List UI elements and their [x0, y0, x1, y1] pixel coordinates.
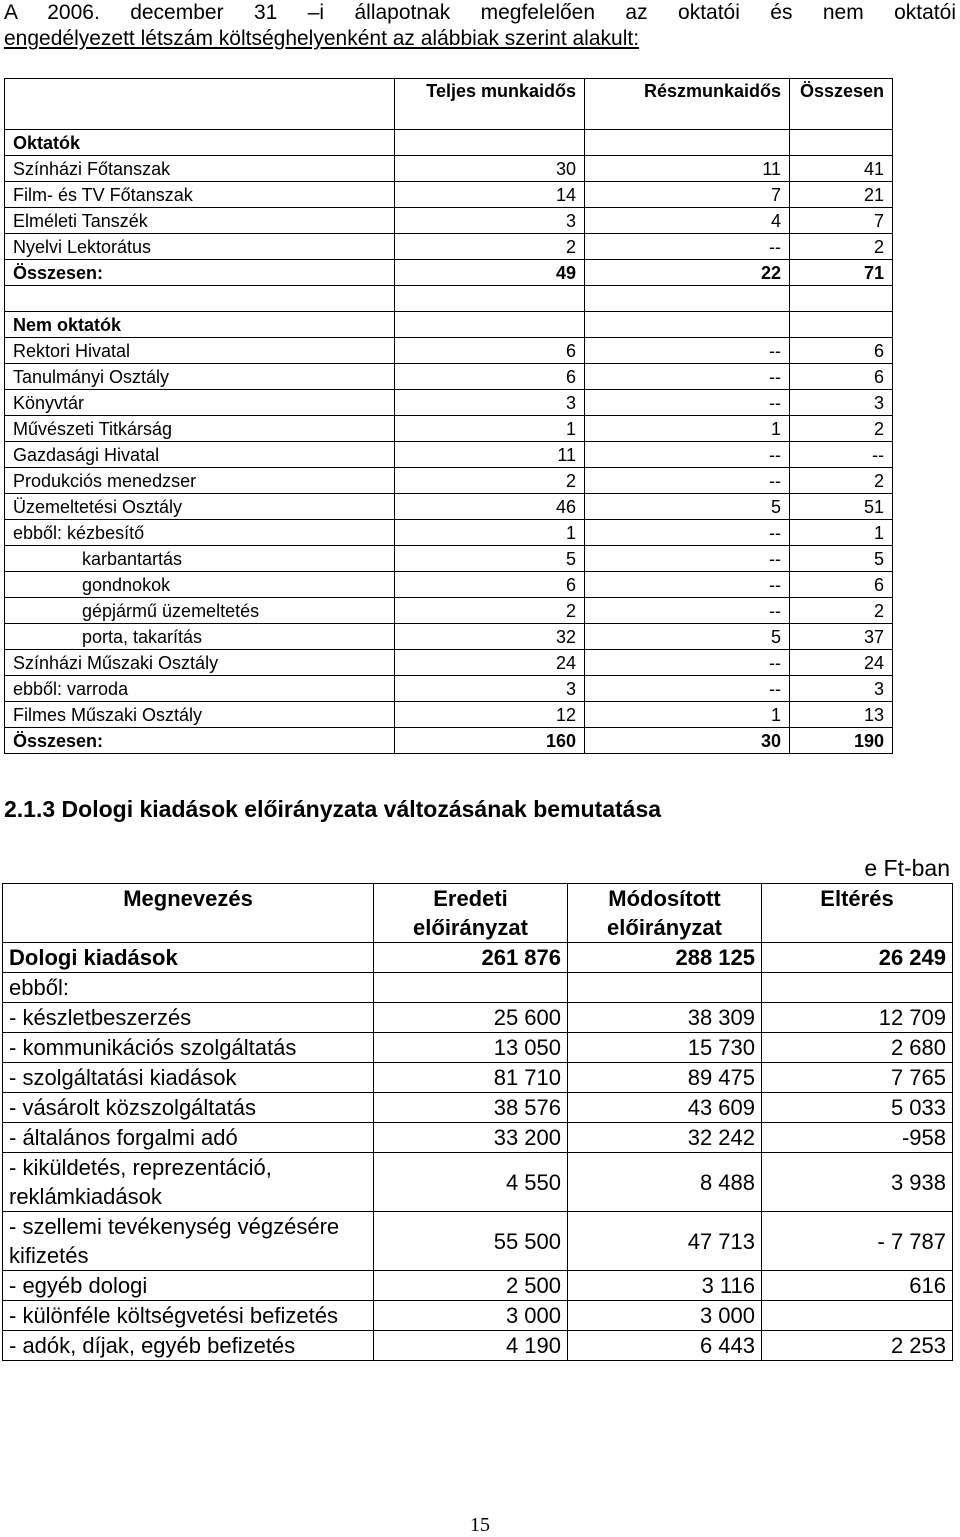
table-cell: 38 576 [374, 1093, 568, 1123]
table-cell: 160 [395, 728, 585, 754]
table-cell: - készletbeszerzés [3, 1003, 374, 1033]
table-cell: 21 [790, 182, 893, 208]
table-cell: 5 [790, 546, 893, 572]
table-cell: 32 242 [568, 1123, 762, 1153]
table-cell [585, 130, 790, 156]
table-cell: 616 [762, 1271, 953, 1301]
table-cell: 1 [790, 520, 893, 546]
table-cell [5, 286, 395, 312]
table-cell: 24 [395, 650, 585, 676]
table-cell: 13 [790, 702, 893, 728]
table-cell: 2 500 [374, 1271, 568, 1301]
table-cell: 1 [395, 520, 585, 546]
table-cell: 261 876 [374, 943, 568, 973]
table-cell: 4 190 [374, 1331, 568, 1361]
table-cell: -- [790, 442, 893, 468]
table-row [5, 182, 893, 208]
table-cell: 3 938 [762, 1153, 953, 1212]
table-cell: ebből: kézbesítő [5, 520, 395, 546]
table-row [5, 260, 893, 286]
table-cell [790, 312, 893, 338]
table-cell: Összesen: [5, 728, 395, 754]
table-cell: 1 [395, 416, 585, 442]
table-cell: -- [585, 572, 790, 598]
table-cell: 3 [395, 676, 585, 702]
table-cell: Színházi Főtanszak [5, 156, 395, 182]
table-cell: ebből: [3, 973, 374, 1003]
table-cell: -- [585, 650, 790, 676]
table-row [5, 286, 893, 312]
expense-table [2, 883, 953, 1361]
table-cell: 2 [395, 468, 585, 494]
table-cell: 30 [395, 156, 585, 182]
table-cell: 3 116 [568, 1271, 762, 1301]
table-cell [395, 312, 585, 338]
table-cell: -958 [762, 1123, 953, 1153]
table-cell: gondnokok [5, 572, 395, 598]
table-cell: 2 [790, 416, 893, 442]
table-cell: Nem oktatók [5, 312, 395, 338]
table-cell: -- [585, 390, 790, 416]
table-row [3, 1331, 953, 1361]
table-cell [762, 1301, 953, 1331]
table-row [3, 1063, 953, 1093]
table-row [5, 338, 893, 364]
table-cell: - vásárolt közszolgáltatás [3, 1093, 374, 1123]
table-cell: 11 [395, 442, 585, 468]
table-cell: 12 709 [762, 1003, 953, 1033]
table-cell: 14 [395, 182, 585, 208]
table-cell [395, 130, 585, 156]
table-cell [568, 973, 762, 1003]
table-cell: Dologi kiadások [3, 943, 374, 973]
table-row [5, 208, 893, 234]
table-row [5, 442, 893, 468]
table-row [5, 156, 893, 182]
intro-line-2: engedélyezett létszám költséghelyenként az alábbiak szerint alakult: [4, 27, 640, 50]
table-row [5, 676, 893, 702]
table-cell: 288 125 [568, 943, 762, 973]
page-number: 15 [470, 1514, 490, 1536]
table-cell: 2 [395, 598, 585, 624]
table-cell: 13 050 [374, 1033, 568, 1063]
table-cell: -- [585, 364, 790, 390]
table-cell: 11 [585, 156, 790, 182]
table-cell: Összesen: [5, 260, 395, 286]
table-cell: 3 [790, 390, 893, 416]
table-cell: - adók, díjak, egyéb befizetés [3, 1331, 374, 1361]
table-cell: -- [585, 676, 790, 702]
table-cell: karbantartás [5, 546, 395, 572]
table-cell: -- [585, 598, 790, 624]
table-cell [374, 973, 568, 1003]
table-row [3, 1212, 953, 1271]
table-row [5, 364, 893, 390]
table-cell: 3 000 [374, 1301, 568, 1331]
table-cell: 6 [790, 364, 893, 390]
table-cell: Könyvtár [5, 390, 395, 416]
column-header: Összesen [790, 79, 893, 130]
table-cell: 2 [395, 234, 585, 260]
table-row [5, 650, 893, 676]
table-row [5, 572, 893, 598]
table-row [5, 234, 893, 260]
table-row [5, 624, 893, 650]
table-cell: 30 [585, 728, 790, 754]
column-header: Módosított előirányzat [568, 884, 762, 943]
table-cell: - 7 787 [762, 1212, 953, 1271]
table-cell: - egyéb dologi [3, 1271, 374, 1301]
table-header-row [3, 884, 953, 943]
table-cell: 25 600 [374, 1003, 568, 1033]
table-cell [790, 130, 893, 156]
table-cell: 3 [790, 676, 893, 702]
table-row [5, 468, 893, 494]
column-header: Megnevezés [3, 884, 374, 943]
table-cell: 190 [790, 728, 893, 754]
table-cell: -- [585, 546, 790, 572]
table-cell: 8 488 [568, 1153, 762, 1212]
unit-label: e Ft-ban [864, 855, 950, 881]
table-row [5, 702, 893, 728]
table-row [3, 973, 953, 1003]
table-cell: - kiküldetés, reprezentáció, reklámkiadások [3, 1153, 374, 1212]
table-cell: 5 033 [762, 1093, 953, 1123]
table-cell: Tanulmányi Osztály [5, 364, 395, 390]
table-cell: 37 [790, 624, 893, 650]
table-cell: 2 [790, 468, 893, 494]
table-header-row [5, 79, 893, 130]
table-cell: 6 443 [568, 1331, 762, 1361]
table-cell: 7 [790, 208, 893, 234]
table-cell: -- [585, 468, 790, 494]
table-cell: Elméleti Tanszék [5, 208, 395, 234]
table-cell: Gazdasági Hivatal [5, 442, 395, 468]
table-cell: 43 609 [568, 1093, 762, 1123]
table-cell: 38 309 [568, 1003, 762, 1033]
table-cell: 24 [790, 650, 893, 676]
table-cell: Produkciós menedzser [5, 468, 395, 494]
table-cell: 55 500 [374, 1212, 568, 1271]
table-cell: 6 [395, 364, 585, 390]
table-cell: - szolgáltatási kiadások [3, 1063, 374, 1093]
table-cell [585, 286, 790, 312]
table-cell: 6 [790, 572, 893, 598]
column-header: Eredeti előirányzat [374, 884, 568, 943]
table-cell: 4 550 [374, 1153, 568, 1212]
table-cell: 22 [585, 260, 790, 286]
table-row [5, 494, 893, 520]
table-cell: 15 730 [568, 1033, 762, 1063]
table-cell: 49 [395, 260, 585, 286]
table-cell: porta, takarítás [5, 624, 395, 650]
table-row [5, 312, 893, 338]
table-row [3, 1123, 953, 1153]
table-cell: 51 [790, 494, 893, 520]
table-cell: 41 [790, 156, 893, 182]
table-row [3, 1271, 953, 1301]
table-cell [790, 286, 893, 312]
table-cell: - szellemi tevékenység végzésére kifizetés [3, 1212, 374, 1271]
table-cell: 71 [790, 260, 893, 286]
table-cell [585, 312, 790, 338]
intro-line-1: A 2006. december 31 –i állapotnak megfelelően az oktatói és nem oktatói [4, 1, 956, 24]
table-row [5, 130, 893, 156]
table-cell: 1 [585, 416, 790, 442]
table-cell [762, 973, 953, 1003]
table-cell: - különféle költségvetési befizetés [3, 1301, 374, 1331]
table-cell: 6 [395, 572, 585, 598]
table-cell: 6 [395, 338, 585, 364]
table-cell: 2 680 [762, 1033, 953, 1063]
table-cell: Film- és TV Főtanszak [5, 182, 395, 208]
table-row [3, 1003, 953, 1033]
table-row [5, 390, 893, 416]
table-cell: 26 249 [762, 943, 953, 973]
table-cell: 5 [585, 494, 790, 520]
table-cell: - kommunikációs szolgáltatás [3, 1033, 374, 1063]
table-cell: Filmes Műszaki Osztály [5, 702, 395, 728]
table-cell: 5 [585, 624, 790, 650]
staff-count-table [4, 78, 893, 754]
table-cell: 5 [395, 546, 585, 572]
table-cell: ebből: varroda [5, 676, 395, 702]
column-header: Teljes munkaidős [395, 79, 585, 130]
section-heading: 2.1.3 Dologi kiadások előirányzata változásának bemutatása [4, 796, 662, 822]
table-row [5, 416, 893, 442]
table-cell: -- [585, 520, 790, 546]
table-cell: 32 [395, 624, 585, 650]
table-cell: 3 000 [568, 1301, 762, 1331]
table-row [3, 1093, 953, 1123]
table-cell: 1 [585, 702, 790, 728]
table-cell: Rektori Hivatal [5, 338, 395, 364]
table-cell: 47 713 [568, 1212, 762, 1271]
table-cell: Színházi Műszaki Osztály [5, 650, 395, 676]
table-cell: 81 710 [374, 1063, 568, 1093]
table-cell: 7 [585, 182, 790, 208]
table-cell: 2 [790, 234, 893, 260]
table-row [5, 520, 893, 546]
table-cell: -- [585, 442, 790, 468]
table-row [3, 1033, 953, 1063]
table-cell: Oktatók [5, 130, 395, 156]
table-cell: Üzemeltetési Osztály [5, 494, 395, 520]
table-cell: 2 253 [762, 1331, 953, 1361]
table-row [3, 1153, 953, 1212]
table-row [3, 1301, 953, 1331]
table-cell: 12 [395, 702, 585, 728]
table-cell: 3 [395, 390, 585, 416]
table-cell: 89 475 [568, 1063, 762, 1093]
table-row [3, 943, 953, 973]
table-cell: 4 [585, 208, 790, 234]
table-cell: 6 [790, 338, 893, 364]
table-cell: gépjármű üzemeltetés [5, 598, 395, 624]
table-cell: 46 [395, 494, 585, 520]
table-cell: Művészeti Titkárság [5, 416, 395, 442]
table-cell: -- [585, 234, 790, 260]
table-row [5, 546, 893, 572]
table-cell [395, 286, 585, 312]
table-cell: -- [585, 338, 790, 364]
table-cell: 3 [395, 208, 585, 234]
column-header [5, 79, 395, 130]
table-cell: 7 765 [762, 1063, 953, 1093]
table-cell: Nyelvi Lektorátus [5, 234, 395, 260]
table-row [5, 728, 893, 754]
intro-paragraph [4, 0, 956, 52]
table-cell: 33 200 [374, 1123, 568, 1153]
table-cell: - általános forgalmi adó [3, 1123, 374, 1153]
column-header: Részmunkaidős [585, 79, 790, 130]
column-header: Eltérés [762, 884, 953, 943]
table-cell: 2 [790, 598, 893, 624]
table-row [5, 598, 893, 624]
